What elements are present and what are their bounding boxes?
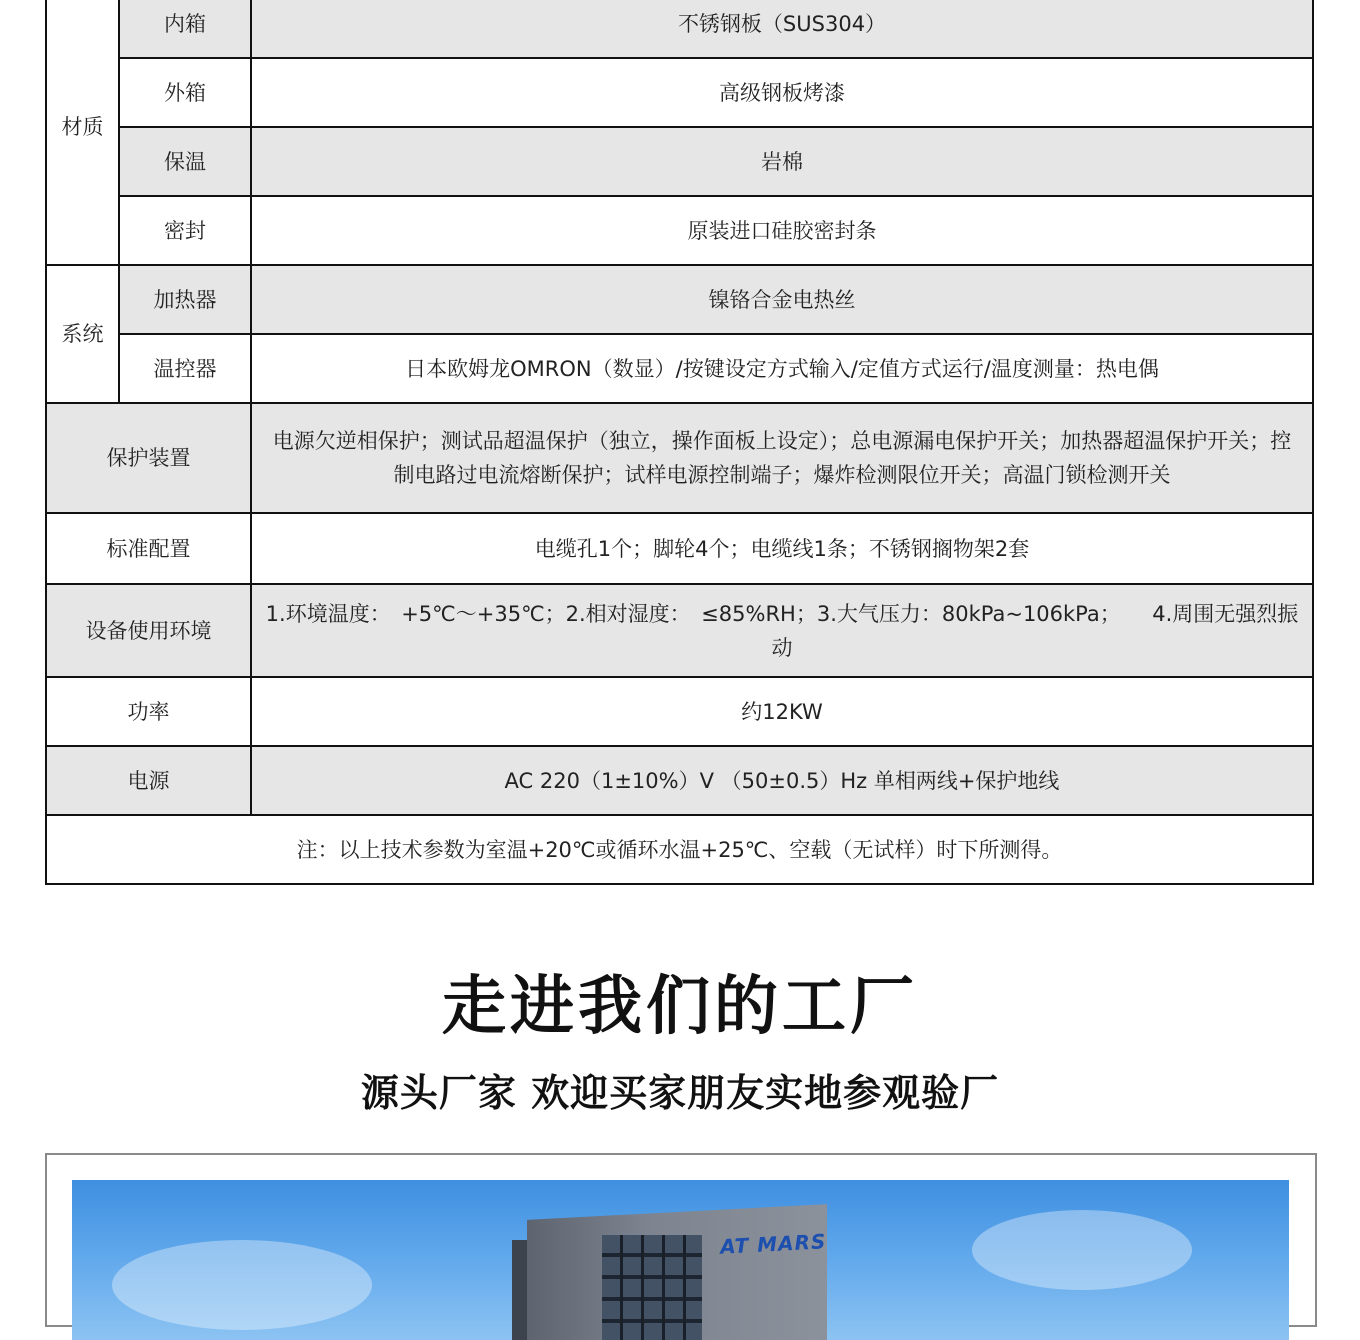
row-value: 约12KW <box>251 677 1313 746</box>
table-row <box>46 513 1313 584</box>
spec-table <box>45 0 1314 885</box>
row-label: 电源 <box>46 746 251 815</box>
table-row <box>46 58 1313 127</box>
table-row <box>46 403 1313 513</box>
row-value: 高级钢板烤漆 <box>251 58 1313 127</box>
row-value: 电源欠逆相保护；测试品超温保护（独立，操作面板上设定）；总电源漏电保护开关；加热器超温保护开关；控制电路过电流熔断保护；试样电源控制端子；爆炸检测限位开关；高温门锁检测开关 <box>251 403 1313 513</box>
row-value: 原装进口硅胶密封条 <box>251 196 1313 265</box>
table-note: 注：以上技术参数为室温+20℃或循环水温+25℃、空载（无试样）时下所测得。 <box>46 815 1313 884</box>
row-value: 电缆孔1个；脚轮4个；电缆线1条；不锈钢搁物架2套 <box>251 513 1313 584</box>
table-row <box>46 334 1313 403</box>
cloud <box>972 1210 1192 1290</box>
cloud <box>112 1240 372 1330</box>
building-logo: AT MARS <box>719 1229 827 1259</box>
table-row <box>46 0 1313 58</box>
table-row <box>46 815 1313 884</box>
row-label: 内箱 <box>119 0 251 58</box>
table-row <box>46 196 1313 265</box>
table-row <box>46 746 1313 815</box>
row-value: 1.环境温度： +5℃～+35℃；2.相对湿度： ≤85%RH；3.大气压力：80kPa~106kPa； 4.周围无强烈振动 <box>251 584 1313 677</box>
row-label: 温控器 <box>119 334 251 403</box>
table-row <box>46 127 1313 196</box>
row-label: 标准配置 <box>46 513 251 584</box>
row-value: AC 220（1±10%）V （50±0.5）Hz 单相两线+保护地线 <box>251 746 1313 815</box>
factory-photo-frame <box>45 1153 1317 1327</box>
row-value: 镍铬合金电热丝 <box>251 265 1313 334</box>
row-label: 保温 <box>119 127 251 196</box>
row-label: 保护装置 <box>46 403 251 513</box>
table-row <box>46 584 1313 677</box>
row-label: 加热器 <box>119 265 251 334</box>
section-subtitle: 源头厂家 欢迎买家朋友实地参观验厂 <box>360 1071 1000 1115</box>
row-value: 不锈钢板（SUS304） <box>251 0 1313 58</box>
table-row <box>46 265 1313 334</box>
row-label: 功率 <box>46 677 251 746</box>
group-label-system: 系统 <box>46 265 119 403</box>
row-value: 岩棉 <box>251 127 1313 196</box>
building-windows <box>602 1235 702 1340</box>
row-label: 外箱 <box>119 58 251 127</box>
factory-photo <box>72 1180 1289 1340</box>
group-label-material: 材质 <box>46 0 119 265</box>
row-label: 设备使用环境 <box>46 584 251 677</box>
table-row <box>46 677 1313 746</box>
row-value: 日本欧姆龙OMRON（数显）/按键设定方式输入/定值方式运行/温度测量：热电偶 <box>251 334 1313 403</box>
section-title: 走进我们的工厂 <box>442 970 918 1044</box>
row-label: 密封 <box>119 196 251 265</box>
